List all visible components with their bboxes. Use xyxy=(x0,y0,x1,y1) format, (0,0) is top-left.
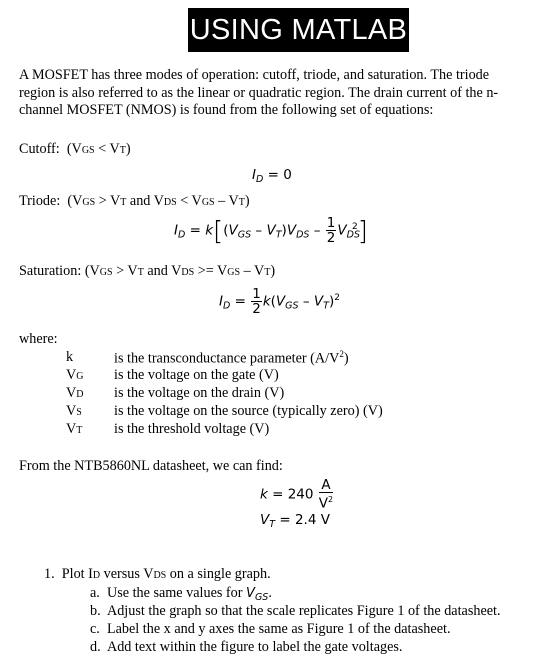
intro-paragraph xyxy=(19,67,544,120)
task-1c-text: Label the x and y axes the same as Figure 1 of the datasheet. xyxy=(106,621,451,637)
definition-k: is the transconductance parameter $(A/V^2)$ xyxy=(114,349,349,367)
task-1b xyxy=(90,603,501,620)
symbol-k: k xyxy=(66,349,74,365)
task-1c-letter: c. xyxy=(90,621,100,637)
definition-vs: is the voltage on the source (typically zero) (V) xyxy=(114,403,383,419)
symbol-vt: VT xyxy=(66,421,83,437)
symbol-vs: VS xyxy=(66,403,82,419)
symbol-vd: VD xyxy=(66,385,84,401)
saturation-equation: $I_D$ = $\frac{1}{2}$ $k(V_{GS} - V_T)^2$ xyxy=(219,286,340,317)
task-1a-letter: a. xyxy=(90,585,100,601)
cutoff-equation: $I_D = 0$ xyxy=(252,167,292,185)
intro-line-1: A MOSFET has three modes of operation: cutoff, triode, and saturation. The triode xyxy=(19,67,490,83)
intro-line-3: channel MOSFET (NMOS) is found from the following set of equations: xyxy=(19,102,434,118)
cutoff-label: Cutoff: xyxy=(19,141,60,157)
task-1b-text: Adjust the graph so that the scale replicates Figure 1 of the datasheet. xyxy=(106,603,501,619)
datasheet-sentence: From the NTB5860NL datasheet, we can find: xyxy=(19,458,283,474)
saturation-condition-line: Saturation: (VGS > VT and VDS >= VGS – VT) xyxy=(19,263,276,279)
symbol-vg: VG xyxy=(66,367,84,383)
task-1d-letter: d. xyxy=(90,639,101,655)
task-1: 1. Plot ID versus VDS on a single graph. xyxy=(44,566,271,582)
task-1c xyxy=(90,621,451,638)
task-1-number: 1. xyxy=(44,566,55,582)
triode-equation: $I_D = k[(V_{GS} - V_T)V_{DS}$ – $\frac{1}{2}$ $V_{DS}^2$] xyxy=(174,215,368,247)
triode-label: Triode: xyxy=(19,193,61,209)
where-label: where: xyxy=(19,331,58,347)
task-1d-text: Add text within the figure to label the gate voltages. xyxy=(106,639,403,655)
definition-vg: is the voltage on the gate (V) xyxy=(114,367,279,383)
page-banner: USING MATLAB xyxy=(188,8,409,52)
intro-line-2: region is also referred to as the linear or quadratic region. The drain current of the n- xyxy=(19,84,499,101)
saturation-label: Saturation: xyxy=(19,263,82,279)
definition-vt: is the threshold voltage (V) xyxy=(114,421,270,437)
vt-equation: $V_T = 2.4$ V xyxy=(260,512,330,530)
triode-condition-line: Triode: (VGS > VT and VDS < VGS – VT) xyxy=(19,193,250,209)
k-equation: k = 240 $\frac{A}{V^2}$ xyxy=(260,477,334,512)
task-1b-letter: b. xyxy=(90,603,101,619)
cutoff-condition-line: Cutoff: (VGS < VT) xyxy=(19,141,131,157)
definition-vd: is the voltage on the drain (V) xyxy=(114,385,285,401)
task-1d xyxy=(90,639,402,656)
task-1a: a. Use the same values for $V_{GS}$. xyxy=(90,585,272,603)
